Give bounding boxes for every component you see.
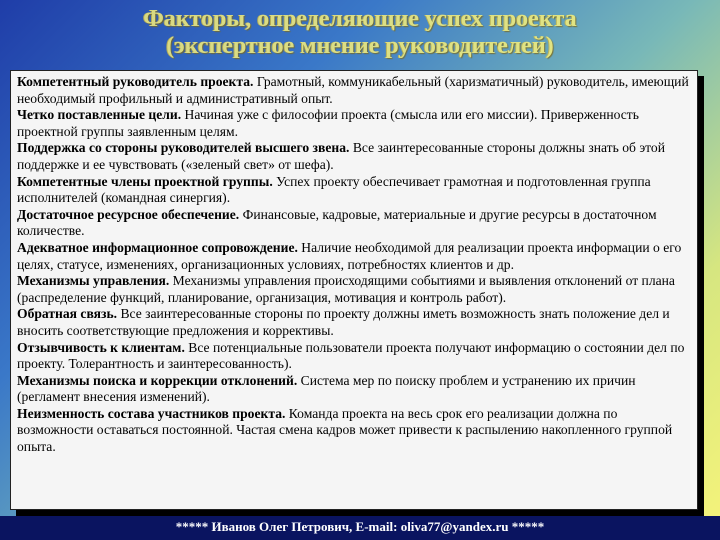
title-line-2: (экспертное мнение руководителей) [166, 33, 554, 59]
factor-text: Финансовые, кадровые, материальные и другие ресурсы в достаточном количестве. [17, 206, 657, 239]
factor-text: Грамотный, коммуникабельный (харизматичный) руководитель, имеющий необходимый профильный и административный опыт. [17, 74, 689, 106]
author-footer: ***** Иванов Олег Петрович, E-mail: oliva77@yandex.ru ***** [0, 516, 720, 540]
factor-item [17, 174, 691, 207]
factor-heading: Механизмы управления. [17, 273, 170, 289]
factor-item [17, 240, 691, 273]
factor-item [17, 273, 691, 306]
factor-item [17, 207, 691, 240]
factor-item [17, 140, 691, 173]
factor-heading: Адекватное информационное сопровождение. [17, 239, 298, 255]
factor-item [17, 373, 691, 406]
factor-text: Начиная уже с философии проекта (смысла или его миссии). Приверженность проектной группы заявленным целям. [17, 107, 639, 139]
factor-item [17, 74, 691, 107]
factor-heading: Четко поставленные цели. [17, 107, 182, 123]
factor-item [17, 306, 691, 339]
factor-text: Все потенциальные пользователи проекта получают информацию о состоянии дел по проекту. Толерантность и заинтересованность). [17, 339, 685, 372]
factor-item [17, 107, 691, 140]
factor-heading: Отзывчивость к клиентам. [17, 339, 185, 355]
factors-panel [10, 70, 698, 510]
factor-heading: Обратная связь. [17, 306, 118, 322]
factor-item [17, 406, 691, 456]
factor-heading: Компетентные члены проектной группы. [17, 173, 273, 189]
factor-text: Все заинтересованные стороны по проекту должны иметь возможность знать положение дел и вносить соответствующие предложения и коррективы. [17, 306, 670, 338]
title-line-1: Факторы, определяющие успех проекта [143, 6, 577, 32]
factor-heading: Компетентный руководитель проекта. [17, 74, 254, 89]
factor-text: Команда проекта на весь срок его реализации должна по возможности оставаться постоянной. Частая смена кадров может привести к распылению накопленного группой опыта. [17, 405, 673, 455]
slide-title [0, 6, 720, 60]
factor-text: Механизмы управления происходящими событиями и выявления отклонений от плана (распределение функций, планирование, организация, мотивация и контроль работ). [17, 273, 675, 305]
factor-item [17, 340, 691, 373]
factor-heading: Достаточное ресурсное обеспечение. [17, 206, 240, 222]
factor-text: Успех проекту обеспечивает грамотная и подготовленная группа исполнителей (командная синергия). [17, 173, 651, 206]
factor-heading: Механизмы поиска и коррекции отклонений. [17, 372, 298, 388]
factor-text: Наличие необходимой для реализации проекта информации о его целях, статусе, изменениях, организационных условиях, потребностях клиентов и др. [17, 239, 682, 272]
factor-text: Система мер по поиску проблем и устранению их причин (регламент внесения изменений). [17, 372, 636, 405]
factor-heading: Неизменность состава участников проекта. [17, 405, 286, 421]
factor-text: Все заинтересованные стороны должны знать об этой поддержке и ее чувствовать («зеленый свет» от шефа). [17, 140, 665, 172]
factor-heading: Поддержка со стороны руководителей высшего звена. [17, 140, 350, 156]
